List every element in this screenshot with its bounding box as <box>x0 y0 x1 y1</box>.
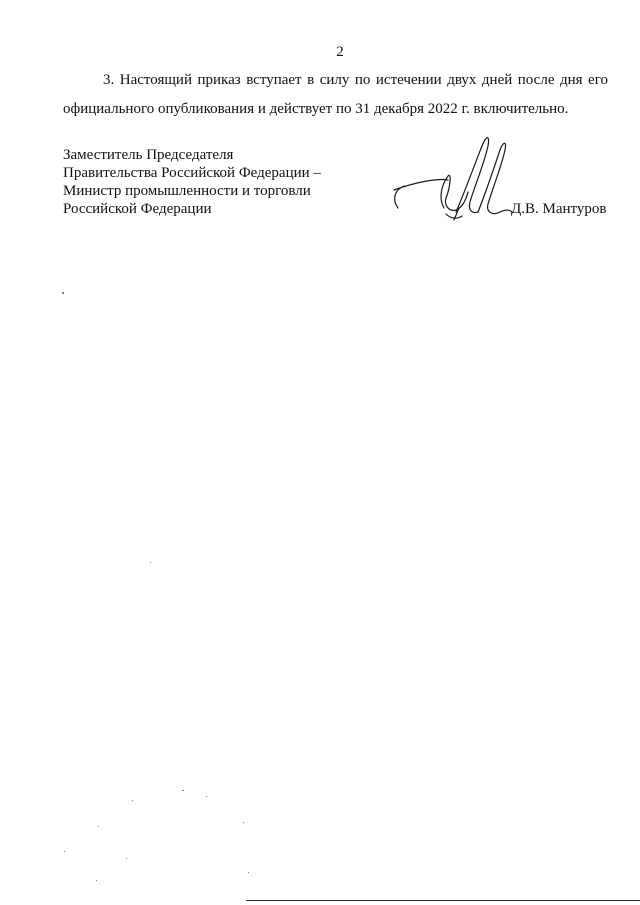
scan-speck <box>248 872 249 873</box>
scan-speck <box>98 826 99 827</box>
scan-speck <box>132 800 133 801</box>
scan-speck <box>206 796 207 797</box>
order-paragraph: 3. Настоящий приказ вступает в силу по истечении двух дней после дня его официального опубликования и действует по 31 декабря 2022 г. включительно. <box>63 72 608 117</box>
scan-speck <box>150 562 151 563</box>
position-line: Министр промышленности и торговли <box>63 183 311 199</box>
scan-speck <box>62 292 64 294</box>
page-number: 2 <box>336 44 344 60</box>
signatory-position <box>63 146 321 218</box>
scan-speck <box>182 790 184 791</box>
scan-edge-line <box>246 900 640 901</box>
signatory-name: Д.В. Мантуров <box>511 201 607 217</box>
position-line: Российской Федерации <box>63 201 212 217</box>
scan-speck <box>64 851 65 852</box>
scan-speck <box>243 822 244 823</box>
scan-speck <box>96 880 97 881</box>
scan-speck <box>126 858 127 859</box>
position-line: Правительства Российской Федерации – <box>63 165 321 181</box>
handwritten-signature <box>386 128 526 223</box>
position-line: Заместитель Председателя <box>63 147 234 163</box>
